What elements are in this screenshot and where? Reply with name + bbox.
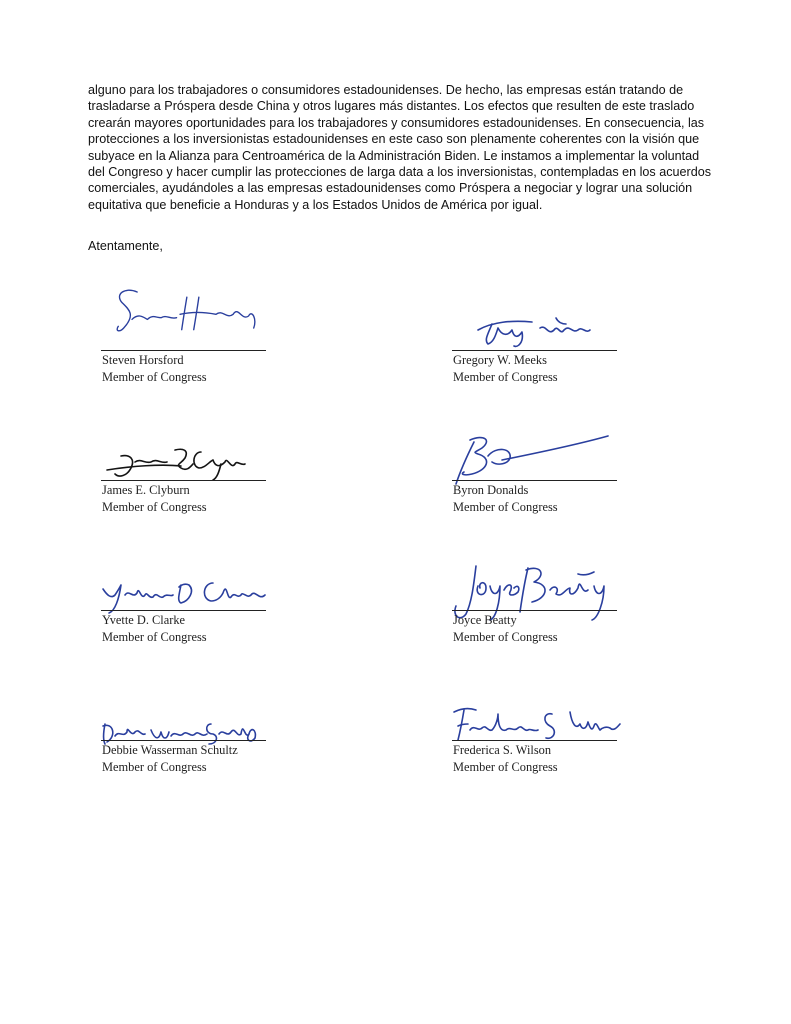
signature-meeks [452,288,622,348]
signature-wasserman-schultz [101,690,271,750]
signature-donalds [452,430,622,490]
signature-clyburn [101,420,271,480]
signature-block-beatty [452,540,622,650]
signatory-title: Member of Congress [102,630,207,644]
signatory-name: Frederica S. Wilson [453,743,552,757]
signature-block-horsford [101,280,271,390]
signatory-name: Joyce Beatty [453,613,517,627]
signatory-name: Byron Donalds [453,483,529,497]
signature-block-clarke [101,540,271,650]
letter-body-paragraph: alguno para los trabajadores o consumidores estadounidenses. De hecho, las empresas están tratando de trasladarse a Próspera desde China y otros lugares más distantes. Los efectos que resulten de este traslado crearán mayores oportunidades para los trabajadores y consumidores estadounidenses. En consecuencia, las protecciones a los inversionistas estadounidenses en este caso son plenamente coherentes con la visión que subyace en la Alianza para Centroamérica de la Administración Biden. Le instamos a implementar la voluntad del Congreso y hacer cumplir las protecciones de larga data a los inversionistas, contempladas en los acuerdos comerciales, ayudándoles a las empresas estadounidenses como Próspera a negociar y lograr una solución equitativa que beneficie a Honduras y a los Estados Unidos de América por igual. [88,83,712,212]
signatory-name: James E. Clyburn [102,483,190,497]
signature-block-meeks [452,280,622,390]
signatory-title: Member of Congress [102,760,207,774]
signature-block-clyburn [101,410,271,520]
signatory-title: Member of Congress [453,370,558,384]
signatory-title: Member of Congress [102,500,207,514]
signature-block-donalds [452,410,622,520]
signature-block-wasserman-schultz [101,670,271,780]
signatory-title: Member of Congress [453,630,558,644]
signature-horsford [101,280,271,340]
signatory-name: Gregory W. Meeks [453,353,547,367]
signatory-name: Debbie Wasserman Schultz [102,743,238,757]
signature-clarke [101,555,271,615]
letter-closing: Atentamente, [88,239,163,253]
signatory-name: Yvette D. Clarke [102,613,186,627]
signatory-name: Steven Horsford [102,353,184,367]
signatory-title: Member of Congress [453,760,558,774]
signature-block-wilson [452,670,622,780]
signatory-title: Member of Congress [453,500,558,514]
signature-wilson [452,688,622,748]
signatory-title: Member of Congress [102,370,207,384]
